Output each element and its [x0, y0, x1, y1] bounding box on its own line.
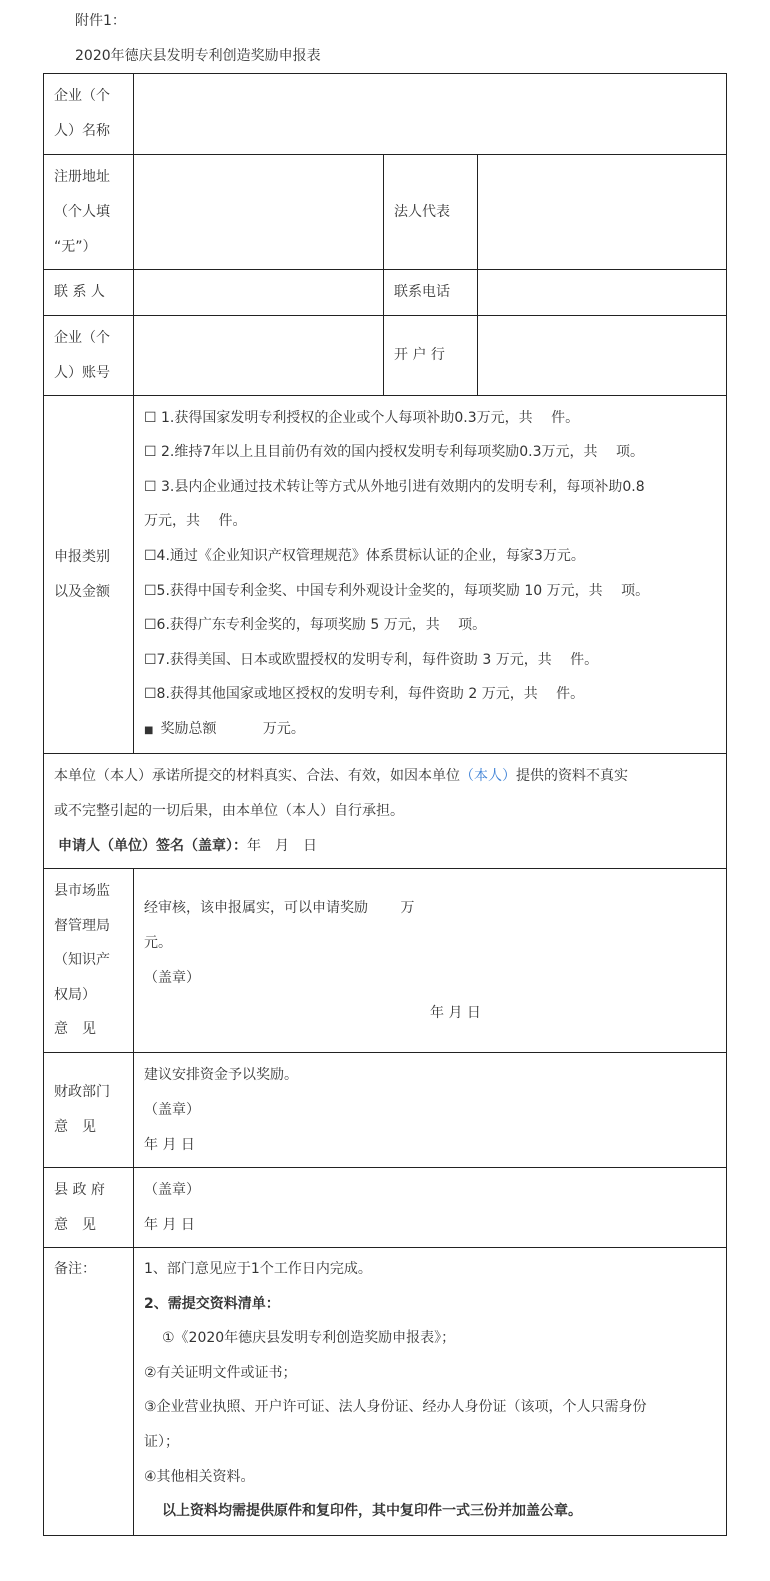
notes-content: [134, 1248, 727, 1536]
category-option-3[interactable]: ☐ 3.县内企业通过技术转让等方式从外地引进有效期内的发明专利，每项补助0.8: [144, 478, 645, 495]
pledge-cell: [44, 754, 727, 869]
account-label: 企业（个 人）账号: [44, 316, 134, 396]
contact-label: 联 系 人: [44, 270, 134, 316]
row-address: [44, 155, 727, 270]
category-option-3-cont: 万元，共 件。: [144, 513, 247, 530]
bank-label: 开 户 行: [384, 316, 478, 396]
finance-label: 财政部门 意 见: [44, 1053, 134, 1168]
account-field[interactable]: [134, 316, 384, 396]
finance-opinion: 建议安排资金予以奖励。 （盖章） 年 月 日: [134, 1053, 727, 1168]
row-account: [44, 316, 727, 396]
gov-label: 县 政 府 意 见: [44, 1168, 134, 1248]
note-6: 证）；: [144, 1433, 179, 1450]
application-table: [43, 73, 727, 1536]
square-bullet-icon: ■: [144, 724, 154, 736]
total-award-text: 奖励总额 万元。: [160, 720, 305, 737]
legal-rep-label: 法人代表: [384, 155, 478, 270]
market-label: 县市场监 督管理局 （知识产 权局） 意 见: [44, 869, 134, 1053]
pledge-highlight: （本人）: [460, 767, 516, 784]
category-option-6[interactable]: ☐6.获得广东专利金奖的，每项奖励 5 万元，共 项。: [144, 617, 487, 634]
row-company-name: [44, 74, 727, 155]
contact-field[interactable]: [134, 270, 384, 316]
note-4: ②有关证明文件或证书；: [144, 1364, 297, 1381]
pledge-line-2: 或不完整引起的一切后果，由本单位（本人）自行承担。: [54, 802, 404, 819]
note-1: 1、部门意见应于1个工作日内完成。: [144, 1261, 372, 1277]
category-option-8[interactable]: ☐8.获得其他国家或地区授权的发明专利，每件资助 2 万元，共 件。: [144, 686, 585, 703]
finance-date: 年 月 日: [144, 1136, 195, 1153]
row-market-opinion: [44, 869, 727, 1053]
gov-date: 年 月 日: [144, 1216, 195, 1233]
reg-address-label: 注册地址 （个人填 “无”）: [44, 155, 134, 270]
signature-line: [54, 829, 716, 864]
gov-stamp: （盖章）: [144, 1181, 200, 1198]
category-option-1[interactable]: ☐ 1.获得国家发明专利授权的企业或个人每项补助0.3万元，共 件。: [144, 409, 580, 426]
note-2: 2、需提交资料清单：: [144, 1295, 280, 1312]
note-7: ④其他相关资料。: [144, 1468, 255, 1485]
signature-label: 申请人（单位）签名（盖章）：: [58, 837, 247, 854]
note-5: ③企业营业执照、开户许可证、法人身份证、经办人身份证（该项，个人只需身份: [144, 1399, 647, 1416]
total-award-line: [144, 712, 716, 749]
category-option-5[interactable]: ☐5.获得中国专利金奖、中国专利外观设计金奖的，每项奖励 10 万元，共 项。: [144, 582, 650, 599]
row-notes: [44, 1248, 727, 1536]
reg-address-field[interactable]: [134, 155, 384, 270]
bank-field[interactable]: [478, 316, 727, 396]
row-gov-opinion: [44, 1168, 727, 1248]
form-title: 2020年德庆县发明专利创造奖励申报表: [75, 48, 321, 64]
row-categories: [44, 396, 727, 754]
legal-rep-field[interactable]: [478, 155, 727, 270]
category-label: 申报类别 以及金额: [44, 396, 134, 754]
note-3: ①《2020年德庆县发明专利创造奖励申报表》；: [162, 1330, 456, 1347]
finance-stamp: （盖章）: [144, 1101, 200, 1118]
company-name-label: 企业（个 人）名称: [44, 74, 134, 155]
company-name-field[interactable]: [134, 74, 727, 155]
notes-label: 备注：: [44, 1248, 134, 1536]
category-options: [134, 396, 727, 754]
market-date: 年 月 日: [430, 1005, 481, 1021]
category-option-2[interactable]: ☐ 2.维持7年以上且目前仍有效的国内授权发明专利每项奖励0.3万元，共 项。: [144, 444, 644, 461]
category-option-4[interactable]: ☐4.通过《企业知识产权管理规范》体系贯标认证的企业，每家3万元。: [144, 547, 585, 564]
row-contact: [44, 270, 727, 316]
pledge-line-1: 本单位（本人）承诺所提交的材料真实、合法、有效，如因本单位（本人）提供的资料不真实: [54, 767, 628, 784]
attachment-label: 附件1：: [75, 13, 126, 29]
category-option-7[interactable]: ☐7.获得美国、日本或欧盟授权的发明专利，每件资助 3 万元，共 件。: [144, 651, 599, 668]
note-8: 以上资料均需提供原件和复印件，其中复印件一式三份并加盖公章。: [162, 1503, 582, 1520]
market-opinion: 经审核，该申报属实，可以申请奖励 万 元。 （盖章） 年 月 日: [134, 869, 727, 1053]
gov-opinion: [134, 1168, 727, 1248]
market-stamp: （盖章）: [144, 970, 200, 986]
row-pledge: [44, 754, 727, 869]
row-finance-opinion: [44, 1053, 727, 1168]
signature-date[interactable]: 年 月 日: [247, 837, 317, 854]
contact-phone-field[interactable]: [478, 270, 727, 316]
contact-phone-label: 联系电话: [384, 270, 478, 316]
